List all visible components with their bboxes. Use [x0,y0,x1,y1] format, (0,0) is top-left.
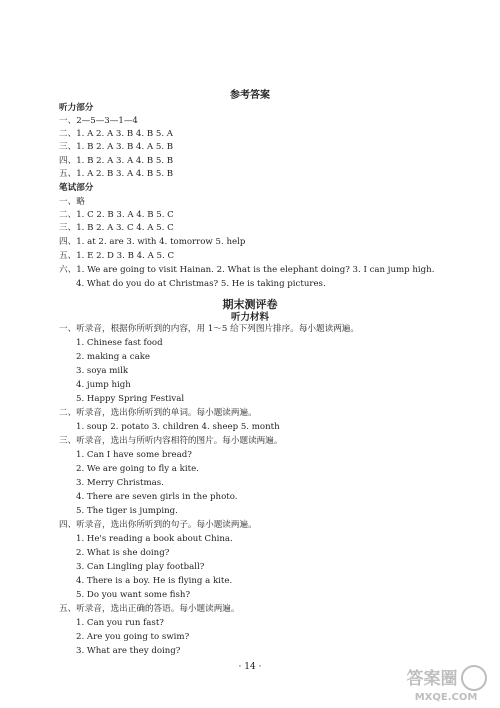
section-4-item: 4. There is a boy. He is flying a kite. [76,576,233,586]
writing-answer-6-cont: 4. What do you do at Christmas? 5. He is taking pictures. [76,279,326,289]
section-3-item: 4. There are seven girls in the photo. [76,492,238,502]
page-number: · 14 · [238,662,262,672]
listening-answer-2: 二、1. A 2. A 3. B 4. B 5. A [59,129,174,139]
section-4-item: 2. What is she doing? [76,548,170,558]
section-4-heading: 四、听录音，选出你所听到的句子。每小题读两遍。 [59,520,257,530]
section-4-item: 3. Can Lingling play football? [76,562,205,572]
section-1-item: 5. Happy Spring Festival [76,394,185,404]
exam-title: 期末测评卷 [222,298,278,311]
watermark-text-top: 答案圈 [406,669,458,689]
writing-answer-6: 六、1. We are going to visit Hainan. 2. What is the elephant doing? 3. I can jump high. [59,265,435,275]
section-4-item: 1. He's reading a book about China. [76,534,233,544]
writing-answer-5: 五、1. E 2. D 3. B 4. A 5. C [59,251,175,261]
section-3-item: 1. Can I have some bread? [76,450,192,460]
section-3-heading: 三、听录音，选出与所听内容相符的图片。每小题读两遍。 [59,436,283,446]
section-5-item: 3. What are they doing? [76,646,181,656]
listening-answer-5: 五、1. A 2. B 3. A 4. B 5. B [59,169,174,179]
listening-part-label: 听力部分 [59,103,94,113]
listening-answer-4: 四、1. B 2. A 3. A 4. B 5. B [59,156,174,166]
material-title: 听力材料 [230,312,269,323]
section-2-heading: 二、听录音，选出你所听到的单词。每小题读两遍。 [59,408,257,418]
section-5-heading: 五、听录音，选出正确的答语。每小题读两遍。 [59,604,240,614]
writing-part-label: 笔试部分 [59,183,94,193]
section-1-item: 1. Chinese fast food [76,338,163,348]
watermark-text-bottom: MXQE.COM [414,692,478,703]
listening-answer-1: 一、2—5—3—1—4 [59,116,138,126]
writing-answer-2: 二、1. C 2. B 3. A 4. B 5. C [59,210,174,220]
section-3-item: 5. The tiger is jumping. [76,506,178,516]
section-3-item: 3. Merry Christmas. [76,478,164,488]
writing-answer-1: 一、略 [59,197,85,207]
writing-answer-4: 四、1. at 2. are 3. with 4. tomorrow 5. help [59,237,246,247]
section-1-heading: 一、听录音，根据你所听到的内容，用 1～5 给下列图片排序。每小题读两遍。 [59,324,359,334]
section-1-item: 3. soya milk [76,366,129,376]
section-2-item: 1. soup 2. potato 3. children 4. sheep 5. month [76,422,280,432]
section-5-item: 1. Can you run fast? [76,618,164,628]
listening-answer-3: 三、1. B 2. A 3. B 4. A 5. B [59,142,174,152]
section-1-item: 4. jump high [76,380,131,390]
section-5-item: 2. Are you going to swim? [76,632,190,642]
answer-key-title: 参考答案 [230,90,270,101]
section-1-item: 2. making a cake [76,352,151,362]
watermark-logo [398,662,494,704]
section-4-item: 5. Do you want some fish? [76,590,191,600]
section-3-item: 2. We are going to fly a kite. [76,464,199,474]
writing-answer-3: 三、1. B 2. A 3. C 4. A 5. C [59,223,174,233]
